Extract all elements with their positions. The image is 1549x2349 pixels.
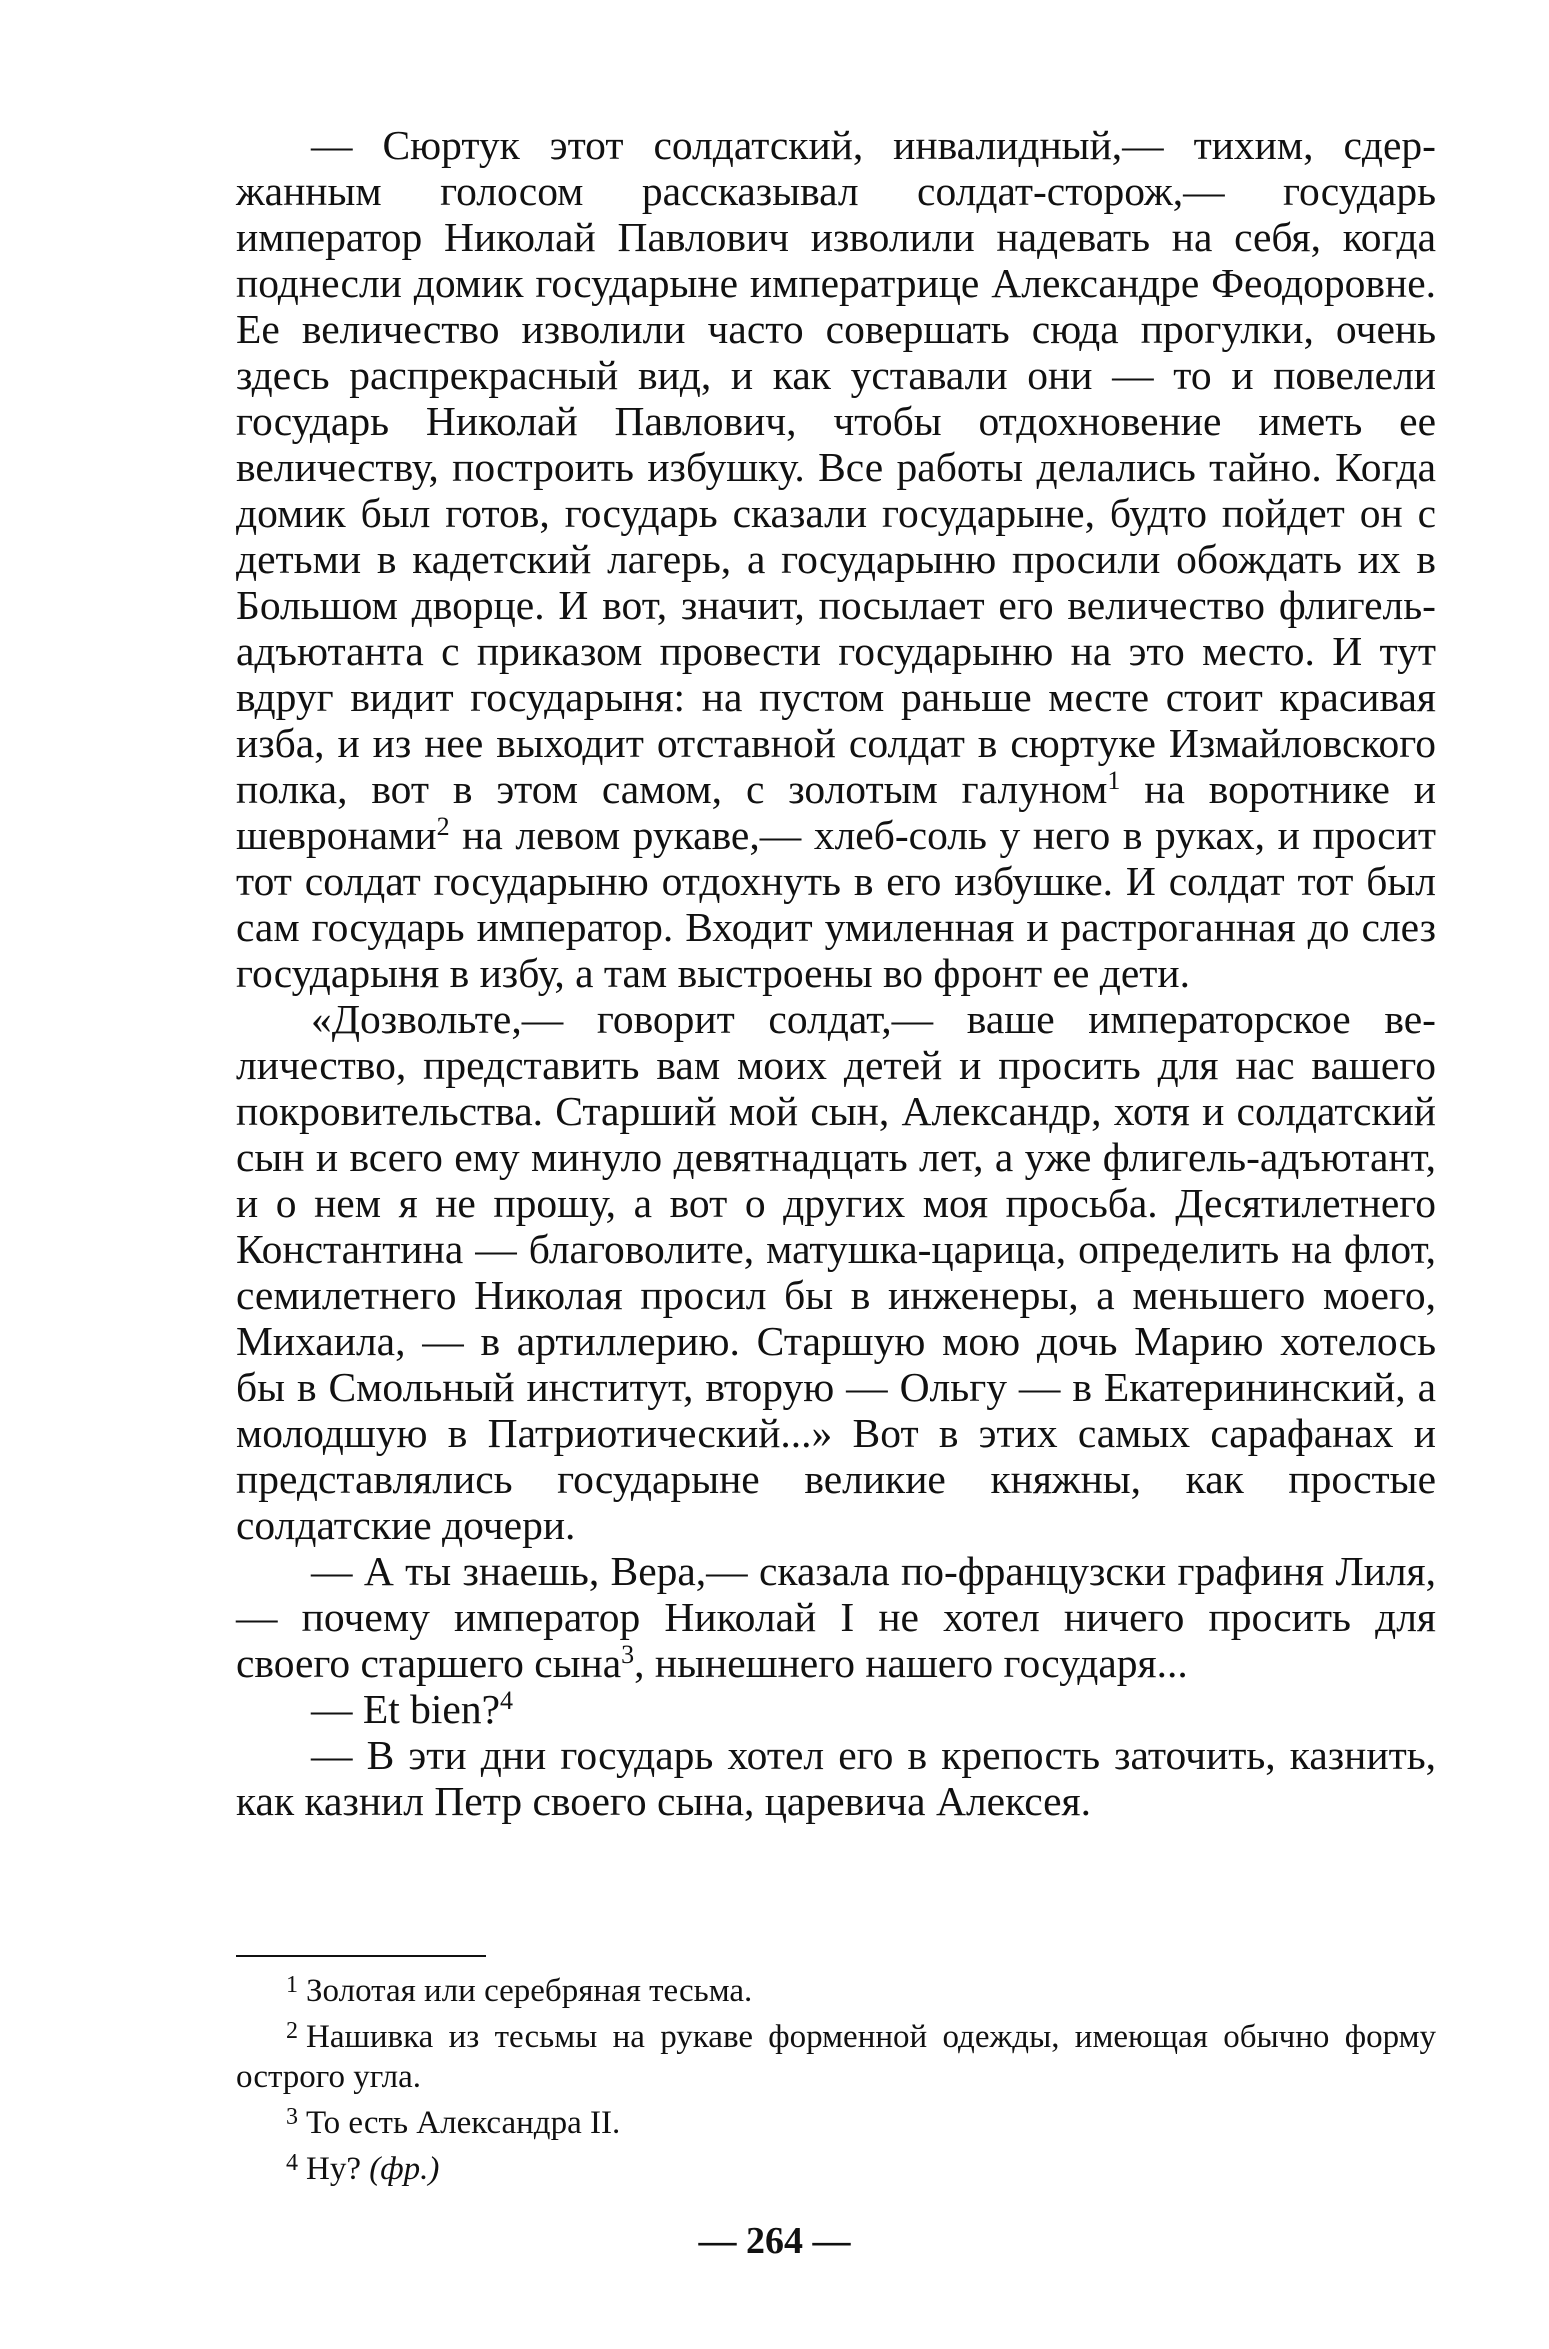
footnote-4	[236, 2143, 1436, 2189]
footnote-divider	[236, 1955, 486, 1957]
footnote-ref[interactable]: 2	[436, 812, 450, 841]
footnote-mark: 2	[286, 2018, 298, 2044]
paragraph-text: на воротнике и шевронами	[236, 766, 1436, 858]
footnote-3	[236, 2097, 1436, 2143]
footnote-mark: 1	[286, 1972, 298, 1998]
footnote-1	[236, 1965, 1436, 2011]
page-body	[236, 122, 1436, 1824]
footnote-text: Ну?	[306, 2151, 370, 2187]
paragraph-5	[236, 1732, 1436, 1824]
footnote-mark: 4	[286, 2150, 298, 2176]
paragraph-text: на левом рукаве,— хлеб-соль у него в руках, и просит тот солдат государыню отдохнуть в его избушке. И солдат тот был сам государь император. Входит умиленная и растроганная до слез государыня в избу, а там выстроены во фронт ее дети.	[236, 812, 1436, 996]
paragraph-text: , нынешнего нашего государя...	[634, 1640, 1188, 1686]
paragraph-text: — Сюртук этот солдатский, инвалидный,— тихим, сдержанным голосом рассказывал солдат-сторож,— государь император Николай Павлович изволили надевать на себя, когда поднесли домик государыне императрице Александре Феодоровне. Ее величество изволили часто совершать сюда прогулки, очень здесь распрекрасный вид, и как уставали они — то и повелели государь Николай Павлович, чтобы отдохновение иметь ее величеству, построить избушку. Все работы делались тайно. Когда домик был готов, государь сказали государыне, будто пойдет он с детьми в кадетский лагерь, а государыню просили обождать их в Большом дворце. И вот, значит, посылает его величество флигель-адъютанта с приказом провести государыню на это место. И тут вдруг видит государыня: на пустом раньше месте стоит красивая изба, и из нее выходит отставной солдат в сюртуке Измайловского полка, вот в этом самом, с золотым галуном	[236, 122, 1436, 812]
paragraph-1	[236, 122, 1436, 996]
footnote-italic: (фр.)	[369, 2151, 440, 2187]
footnote-text: То есть Александра II.	[306, 2105, 621, 2141]
paragraph-text: — А ты знаешь, Вера,— сказала по-французски графиня Лиля,— почему император Николай I не хотел ничего просить для своего старшего сына	[236, 1548, 1436, 1686]
paragraph-text: «Дозвольте,— говорит солдат,— ваше императорское величество, представить вам моих детей и просить для нас вашего покровительства. Старший мой сын, Александр, хотя и солдатский сын и всего ему минуло девятнадцать лет, а уже флигель-адъютант, и о нем я не прошу, а вот о других моя просьба. Десятилетнего Константина — благоволите, матушка-царица, определить на флот, семилетнего Николая просил бы в инженеры, а меньшего моего, Михаила, — в артиллерию. Старшую мою дочь Марию хотелось бы в Смольный институт, вторую — Ольгу — в Екатерининский, а молодшую в Патриотический...» Вот в этих самых сарафанах и представлялись государыне великие княжны, как простые солдатские дочери.	[236, 996, 1436, 1548]
paragraph-2	[236, 996, 1436, 1548]
footnote-2	[236, 2011, 1436, 2097]
paragraph-3	[236, 1548, 1436, 1686]
paragraph-text: — Et bien?	[311, 1686, 500, 1732]
paragraph-4	[236, 1686, 1436, 1732]
footnote-ref[interactable]: 3	[621, 1640, 635, 1669]
footnote-ref[interactable]: 1	[1107, 766, 1121, 795]
page-number: — 264 —	[698, 2220, 851, 2262]
footnote-mark: 3	[286, 2104, 298, 2130]
paragraph-text: — В эти дни государь хотел его в крепость заточить, казнить, как казнил Петр своего сына, царевича Алексея.	[236, 1732, 1436, 1824]
footnote-text: Золотая или серебряная тесьма.	[306, 1973, 753, 2009]
footnotes	[236, 1965, 1436, 2189]
footnote-text: Нашивка из тесьмы на рукаве форменной одежды, имеющая обычно форму острого угла.	[236, 2019, 1436, 2095]
footnote-ref[interactable]: 4	[500, 1686, 513, 1715]
